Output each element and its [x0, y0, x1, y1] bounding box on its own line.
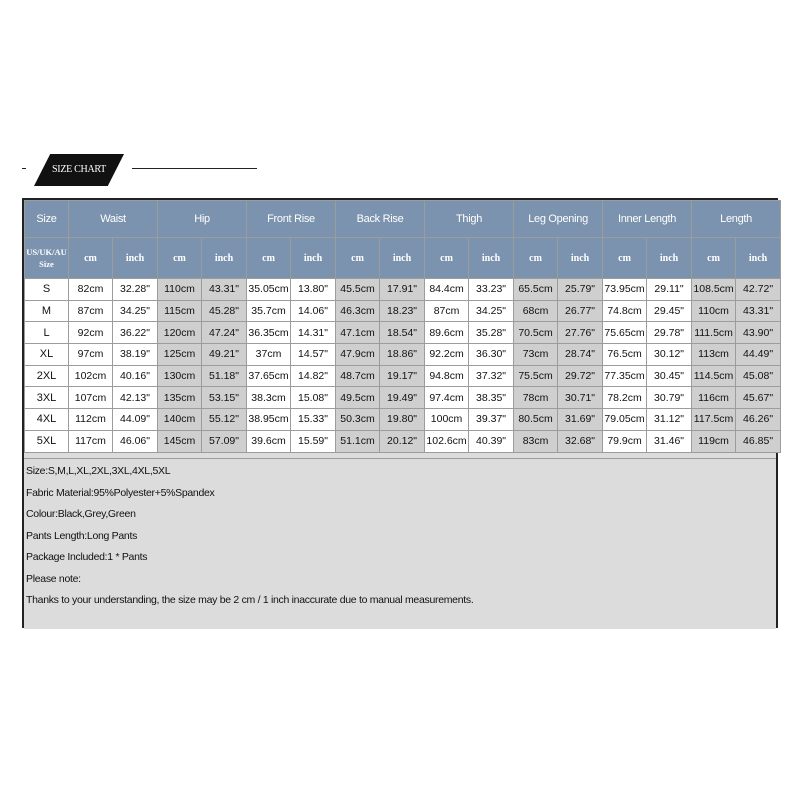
cm-value-cell: 102.6cm [425, 430, 469, 452]
size-cell: XL [25, 344, 69, 366]
cm-value-cell: 119cm [692, 430, 736, 452]
inch-value-cell: 38.35" [469, 387, 514, 409]
inch-value-cell: 39.37" [469, 409, 514, 431]
unit-inch-header: inch [647, 238, 692, 279]
inch-value-cell: 29.45" [647, 300, 692, 322]
inch-value-cell: 34.25" [113, 300, 158, 322]
unit-inch-header: inch [558, 238, 603, 279]
cm-value-cell: 79.9cm [603, 430, 647, 452]
inch-value-cell: 46.26" [736, 409, 781, 431]
inch-value-cell: 32.28" [113, 279, 158, 301]
inch-value-cell: 26.77" [558, 300, 603, 322]
inch-value-cell: 18.54" [380, 322, 425, 344]
cm-value-cell: 107cm [69, 387, 113, 409]
inch-value-cell: 40.39" [469, 430, 514, 452]
inch-value-cell: 37.32" [469, 365, 514, 387]
inch-value-cell: 15.33" [291, 409, 336, 431]
note-line: Package Included:1 * Pants [26, 551, 148, 563]
inch-value-cell: 19.49" [380, 387, 425, 409]
cm-value-cell: 78cm [514, 387, 558, 409]
inch-value-cell: 45.28" [202, 300, 247, 322]
table-row [25, 409, 781, 431]
note-line: Please note: [26, 572, 81, 585]
header-divider-line [132, 168, 257, 169]
size-chart-panel [22, 198, 778, 628]
cm-value-cell: 108.5cm [692, 279, 736, 301]
inch-value-cell: 17.91" [380, 279, 425, 301]
inch-value-cell: 45.08" [736, 365, 781, 387]
inch-value-cell: 14.82" [291, 365, 336, 387]
inch-value-cell: 36.22" [113, 322, 158, 344]
size-cell: 3XL [25, 387, 69, 409]
cm-value-cell: 120cm [158, 322, 202, 344]
cm-value-cell: 47.1cm [336, 322, 380, 344]
unit-cm-header: cm [158, 238, 202, 279]
cm-value-cell: 77.35cm [603, 365, 647, 387]
cm-value-cell: 73cm [514, 344, 558, 366]
inch-value-cell: 43.31" [736, 300, 781, 322]
inch-value-cell: 20.12" [380, 430, 425, 452]
cm-value-cell: 117cm [69, 430, 113, 452]
inch-value-cell: 45.67" [736, 387, 781, 409]
inch-value-cell: 14.57" [291, 344, 336, 366]
unit-cm-header: cm [69, 238, 113, 279]
cm-value-cell: 97cm [69, 344, 113, 366]
inch-value-cell: 14.06" [291, 300, 336, 322]
cm-value-cell: 35.05cm [247, 279, 291, 301]
note-line: Size:S,M,L,XL,2XL,3XL,4XL,5XL [26, 465, 171, 477]
cm-value-cell: 45.5cm [336, 279, 380, 301]
cm-value-cell: 37.65cm [247, 365, 291, 387]
cm-value-cell: 116cm [692, 387, 736, 409]
cm-value-cell: 38.95cm [247, 409, 291, 431]
cm-value-cell: 113cm [692, 344, 736, 366]
inch-value-cell: 27.76" [558, 322, 603, 344]
cm-value-cell: 110cm [158, 279, 202, 301]
size-system-label: US/UK/AU Size [25, 238, 69, 279]
inch-value-cell: 46.85" [736, 430, 781, 452]
size-column-header: Size [25, 201, 69, 238]
cm-value-cell: 47.9cm [336, 344, 380, 366]
cm-value-cell: 87cm [425, 300, 469, 322]
size-cell: 2XL [25, 365, 69, 387]
inch-value-cell: 13.80" [291, 279, 336, 301]
cm-value-cell: 80.5cm [514, 409, 558, 431]
header-dash [22, 168, 26, 169]
inch-value-cell: 40.16" [113, 365, 158, 387]
inch-value-cell: 47.24" [202, 322, 247, 344]
cm-value-cell: 110cm [692, 300, 736, 322]
note-line: Fabric Material:95%Polyester+5%Spandex [26, 486, 215, 499]
product-notes [24, 458, 776, 629]
cm-value-cell: 125cm [158, 344, 202, 366]
inch-value-cell: 36.30" [469, 344, 514, 366]
inch-value-cell: 43.31" [202, 279, 247, 301]
cm-value-cell: 48.7cm [336, 365, 380, 387]
size-table [24, 200, 781, 453]
unit-header-row [25, 238, 781, 279]
unit-cm-header: cm [247, 238, 291, 279]
unit-cm-header: cm [514, 238, 558, 279]
inch-value-cell: 33.23" [469, 279, 514, 301]
inch-value-cell: 44.09" [113, 409, 158, 431]
size-cell: 5XL [25, 430, 69, 452]
cm-value-cell: 87cm [69, 300, 113, 322]
inch-value-cell: 42.72" [736, 279, 781, 301]
inch-value-cell: 15.59" [291, 430, 336, 452]
cm-value-cell: 49.5cm [336, 387, 380, 409]
inch-value-cell: 28.74" [558, 344, 603, 366]
inch-value-cell: 31.46" [647, 430, 692, 452]
column-header-row [25, 201, 781, 238]
inch-value-cell: 30.71" [558, 387, 603, 409]
inch-value-cell: 30.45" [647, 365, 692, 387]
unit-inch-header: inch [736, 238, 781, 279]
unit-inch-header: inch [469, 238, 514, 279]
inch-value-cell: 43.90" [736, 322, 781, 344]
cm-value-cell: 78.2cm [603, 387, 647, 409]
inch-value-cell: 18.86" [380, 344, 425, 366]
inch-value-cell: 31.69" [558, 409, 603, 431]
inch-value-cell: 57.09" [202, 430, 247, 452]
unit-cm-header: cm [336, 238, 380, 279]
size-cell: L [25, 322, 69, 344]
inch-value-cell: 51.18" [202, 365, 247, 387]
unit-inch-header: inch [202, 238, 247, 279]
note-line: Thanks to your understanding, the size may be 2 cm / 1 inch inaccurate due to manual measurements. [26, 594, 474, 606]
inch-value-cell: 19.17" [380, 365, 425, 387]
measurement-column-header: Hip [158, 201, 247, 238]
table-row [25, 300, 781, 322]
table-row [25, 344, 781, 366]
size-cell: M [25, 300, 69, 322]
cm-value-cell: 74.8cm [603, 300, 647, 322]
cm-value-cell: 130cm [158, 365, 202, 387]
cm-value-cell: 102cm [69, 365, 113, 387]
cm-value-cell: 38.3cm [247, 387, 291, 409]
inch-value-cell: 46.06" [113, 430, 158, 452]
cm-value-cell: 37cm [247, 344, 291, 366]
inch-value-cell: 18.23" [380, 300, 425, 322]
cm-value-cell: 84.4cm [425, 279, 469, 301]
note-line: Colour:Black,Grey,Green [26, 508, 136, 520]
cm-value-cell: 70.5cm [514, 322, 558, 344]
cm-value-cell: 82cm [69, 279, 113, 301]
cm-value-cell: 92.2cm [425, 344, 469, 366]
inch-value-cell: 25.79" [558, 279, 603, 301]
size-chart-badge-label: SIZE CHART [52, 164, 106, 175]
cm-value-cell: 51.1cm [336, 430, 380, 452]
unit-cm-header: cm [425, 238, 469, 279]
inch-value-cell: 15.08" [291, 387, 336, 409]
cm-value-cell: 135cm [158, 387, 202, 409]
cm-value-cell: 97.4cm [425, 387, 469, 409]
cm-value-cell: 35.7cm [247, 300, 291, 322]
note-line: Pants Length:Long Pants [26, 529, 138, 542]
inch-value-cell: 14.31" [291, 322, 336, 344]
measurement-column-header: Leg Opening [514, 201, 603, 238]
inch-value-cell: 32.68" [558, 430, 603, 452]
size-table-body [25, 279, 781, 453]
cm-value-cell: 68cm [514, 300, 558, 322]
inch-value-cell: 42.13" [113, 387, 158, 409]
cm-value-cell: 73.95cm [603, 279, 647, 301]
measurement-column-header: Thigh [425, 201, 514, 238]
cm-value-cell: 94.8cm [425, 365, 469, 387]
unit-cm-header: cm [692, 238, 736, 279]
size-cell: S [25, 279, 69, 301]
inch-value-cell: 19.80" [380, 409, 425, 431]
cm-value-cell: 112cm [69, 409, 113, 431]
cm-value-cell: 65.5cm [514, 279, 558, 301]
inch-value-cell: 55.12" [202, 409, 247, 431]
cm-value-cell: 140cm [158, 409, 202, 431]
table-row [25, 387, 781, 409]
table-row [25, 322, 781, 344]
inch-value-cell: 29.78" [647, 322, 692, 344]
unit-inch-header: inch [113, 238, 158, 279]
cm-value-cell: 39.6cm [247, 430, 291, 452]
cm-value-cell: 76.5cm [603, 344, 647, 366]
inch-value-cell: 53.15" [202, 387, 247, 409]
inch-value-cell: 49.21" [202, 344, 247, 366]
cm-value-cell: 46.3cm [336, 300, 380, 322]
unit-inch-header: inch [291, 238, 336, 279]
cm-value-cell: 100cm [425, 409, 469, 431]
cm-value-cell: 92cm [69, 322, 113, 344]
inch-value-cell: 34.25" [469, 300, 514, 322]
unit-inch-header: inch [380, 238, 425, 279]
inch-value-cell: 29.11" [647, 279, 692, 301]
cm-value-cell: 79.05cm [603, 409, 647, 431]
cm-value-cell: 115cm [158, 300, 202, 322]
cm-value-cell: 117.5cm [692, 409, 736, 431]
cm-value-cell: 75.65cm [603, 322, 647, 344]
measurement-column-header: Front Rise [247, 201, 336, 238]
cm-value-cell: 89.6cm [425, 322, 469, 344]
inch-value-cell: 31.12" [647, 409, 692, 431]
inch-value-cell: 30.12" [647, 344, 692, 366]
size-cell: 4XL [25, 409, 69, 431]
measurement-column-header: Waist [69, 201, 158, 238]
cm-value-cell: 50.3cm [336, 409, 380, 431]
table-row [25, 365, 781, 387]
unit-cm-header: cm [603, 238, 647, 279]
table-row [25, 430, 781, 452]
cm-value-cell: 114.5cm [692, 365, 736, 387]
table-row [25, 279, 781, 301]
cm-value-cell: 36.35cm [247, 322, 291, 344]
cm-value-cell: 145cm [158, 430, 202, 452]
cm-value-cell: 83cm [514, 430, 558, 452]
inch-value-cell: 35.28" [469, 322, 514, 344]
measurement-column-header: Inner Length [603, 201, 692, 238]
measurement-column-header: Back Rise [336, 201, 425, 238]
inch-value-cell: 30.79" [647, 387, 692, 409]
inch-value-cell: 29.72" [558, 365, 603, 387]
inch-value-cell: 38.19" [113, 344, 158, 366]
size-chart-header [22, 154, 242, 186]
cm-value-cell: 111.5cm [692, 322, 736, 344]
measurement-column-header: Length [692, 201, 781, 238]
inch-value-cell: 44.49" [736, 344, 781, 366]
cm-value-cell: 75.5cm [514, 365, 558, 387]
